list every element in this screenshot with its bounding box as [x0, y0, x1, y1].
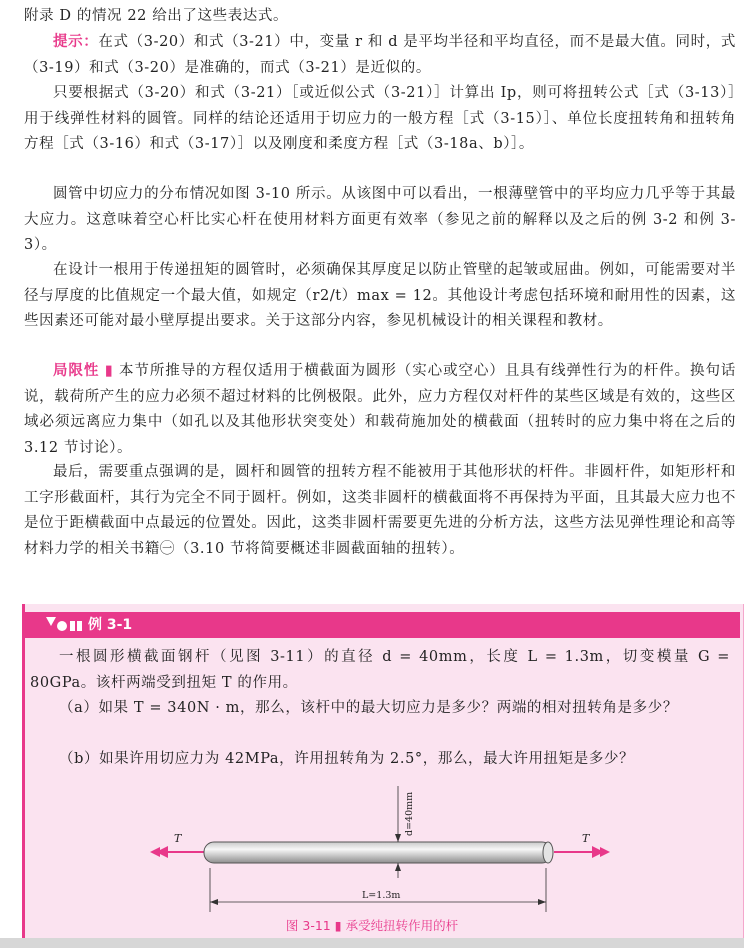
- steel-rod: [204, 842, 552, 863]
- example-title: 例 3-1: [88, 617, 133, 633]
- paragraph-stress-distribution: 圆管中切应力的分布情况如图 3-10 所示。从该图中可以看出，一根薄壁管中的平均应力几乎等于其最大应力。这意味着空心杆比实心杆在使用材料方面更有效率（参见之前的解释以及之后的例 3-2 和例 3-3）。: [24, 186, 736, 253]
- right-torque-arrow: [554, 846, 610, 858]
- paragraph-design-thickness: 在设计一根用于传递扭矩的圆管时，必须确保其厚度足以防止管壁的起皱或屈曲。例如，可能需要对半径与厚度的比值规定一个最大值，如规定（r2/t）max = 12。其他设计考虑包括环境和耐用性的因素，这些因素还可能对最小壁厚提出要求。关于这部分内容，参见机械设计的相关课程和教材。: [24, 262, 736, 329]
- example-header-icon: [46, 617, 86, 633]
- paragraph-hint: [24, 30, 736, 81]
- figure-bar-torsion: [150, 778, 610, 914]
- paragraph-appendix-ref: 附录 D 的情况 22 给出了这些表达式。: [24, 8, 289, 24]
- example-question-a: （a）如果 T = 340N · m，那么，该杆中的最大切应力是多少？两端的相对扭转角是多少？: [59, 700, 678, 716]
- example-statement: 一根圆形横截面钢杆（见图 3-11）的直径 d = 40mm，长度 L = 1.3m，切变模量 G = 80GPa。该杆两端受到扭矩 T 的作用。: [30, 649, 730, 691]
- limitations-marker: ▮: [99, 363, 119, 379]
- hint-label: 提示：: [53, 34, 99, 50]
- hint-text: 在式（3-20）和式（3-21）中，变量 r 和 d 是平均半径和平均直径，而不是最大值。同时，式（3-19）和式（3-20）是准确的，而式（3-21）是近似的。: [24, 34, 736, 76]
- length-label: L=1.3m: [362, 890, 401, 901]
- paragraph-noncircular: 最后，需要重点强调的是，圆杆和圆管的扭转方程不能被用于其他形状的杆件。非圆杆件，如矩形杆和工字形截面杆，其行为完全不同于圆杆。例如，这类非圆杆的横截面将不再保持为平面，且其最大应力也不是位于距横截面中点最远的位置处。因此，这类非圆杆需要更先进的分析方法，这些方法见弹性理论和高等材料力学的相关书籍㊀（3.10 节将简要概述非圆截面轴的扭转）。: [24, 464, 736, 557]
- right-torque-label: T: [582, 832, 590, 845]
- limitations-label: 局限性: [53, 363, 100, 379]
- diameter-dimension: [395, 786, 401, 878]
- page-bottom-strip: [0, 938, 744, 948]
- paragraph-tube-formula: 只要根据式（3-20）和式（3-21）［或近似公式（3-21）］计算出 Ip，则可将扭转公式［式（3-13）］用于线弹性材料的圆管。同样的结论还适用于切应力的一般方程［式（3-15）］、单位长度扭转角和扭转角方程［式（3-16）和式（3-17）］以及刚度和柔度方程［式（3-18a、b）］。: [24, 85, 736, 152]
- example-question-b: （b）如果许用切应力为 42MPa，许用扭转角为 2.5°，那么，最大许用扭矩是多少？: [59, 751, 635, 767]
- left-torque-arrow: [150, 846, 204, 858]
- left-torque-label: T: [174, 832, 182, 845]
- limitations-text: 本节所推导的方程仅适用于横截面为圆形（实心或空心）且具有线弹性行为的杆件。换句话说，载荷所产生的应力必须不超过材料的比例极限。此外，应力方程仅对杆件的某些区域是有效的，这些区域必须远离应力集中（如孔以及其他形状突变处）和载荷施加处的横截面（扭转时的应力集中将在之后的 3.12 节讨论）。: [24, 363, 736, 456]
- diameter-label: d=40mm: [404, 791, 415, 836]
- rod-end-face: [543, 842, 553, 863]
- figure-caption: 图 3-11 ▮ 承受纯扭转作用的杆: [285, 918, 459, 933]
- paragraph-limitations: [24, 359, 736, 461]
